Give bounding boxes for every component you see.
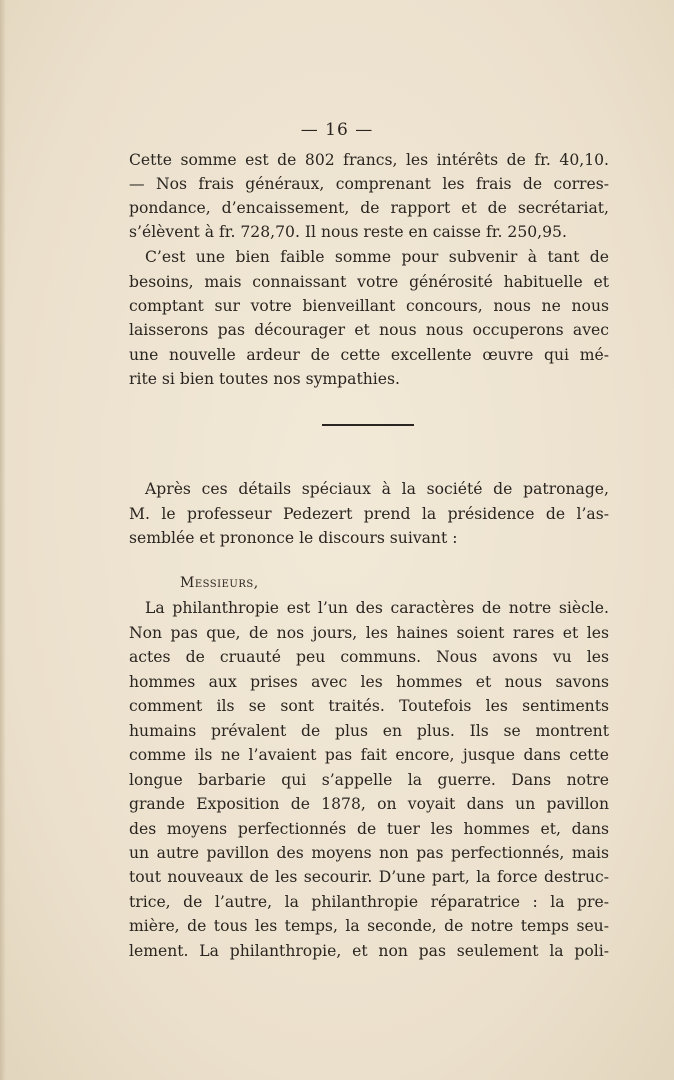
page-edge-shadow (0, 0, 6, 1080)
text-line: mière, de tous les temps, la seconde, de notre temps seu- (129, 917, 609, 935)
text-line: Cette somme est de 802 francs, les intérêts de fr. 40,10. (129, 151, 609, 169)
text-line: longue barbarie qui s’appelle la guerre. Dans notre (129, 771, 609, 789)
text-line: — Nos frais généraux, comprenant les frais de corres- (129, 175, 609, 193)
text-line: La philanthropie est l’un des caractères de notre siècle. (145, 599, 609, 617)
text-line: comment ils se sont traités. Toutefois les sentiments (129, 697, 609, 715)
text-line: une nouvelle ardeur de cette excellente œuvre qui mé- (129, 346, 609, 364)
text-line: humains prévalent de plus en plus. Ils se montrent (129, 722, 609, 740)
text-line: lement. La philanthropie, et non pas seulement la poli- (129, 942, 609, 960)
text-line: actes de cruauté peu communs. Nous avons vu les (129, 648, 609, 666)
text-line: comme ils ne l’avaient pas fait encore, jusque dans cette (129, 746, 609, 764)
text-line: C’est une bien faible somme pour subvenir à tant de (145, 248, 609, 266)
salutation: Messieurs, (180, 575, 259, 591)
page-number: — 16 — (300, 120, 374, 140)
text-line: laisserons pas décourager et nous nous occuperons avec (129, 321, 609, 339)
text-line: un autre pavillon des moyens non pas perfectionnés, mais (129, 844, 609, 862)
text-line: des moyens perfectionnés de tuer les hommes et, dans (129, 820, 609, 838)
text-line: Non pas que, de nos jours, les haines soient rares et les (129, 624, 609, 642)
text-line: M. le professeur Pedezert prend la présidence de l’as- (129, 505, 609, 523)
text-line: semblée et prononce le discours suivant : (129, 529, 458, 547)
text-line: rite si bien toutes nos sympathies. (129, 370, 400, 388)
text-line: hommes aux prises avec les hommes et nous savons (129, 673, 609, 691)
section-divider (322, 424, 414, 426)
text-line: trice, de l’autre, la philanthropie réparatrice : la pre- (129, 893, 609, 911)
text-line: s’élèvent à fr. 728,70. Il nous reste en caisse fr. 250,95. (129, 223, 567, 241)
text-line: tout nouveaux de les secourir. D’une part, la force destruc- (129, 868, 609, 886)
text-line: comptant sur votre bienveillant concours, nous ne nous (129, 297, 609, 315)
text-line: besoins, mais connaissant votre générosité habituelle et (129, 273, 609, 291)
text-line: Après ces détails spéciaux à la société de patronage, (145, 480, 609, 498)
text-line: pondance, d’encaissement, de rapport et de secrétariat, (129, 199, 609, 217)
text-line: grande Exposition de 1878, on voyait dans un pavillon (129, 795, 609, 813)
